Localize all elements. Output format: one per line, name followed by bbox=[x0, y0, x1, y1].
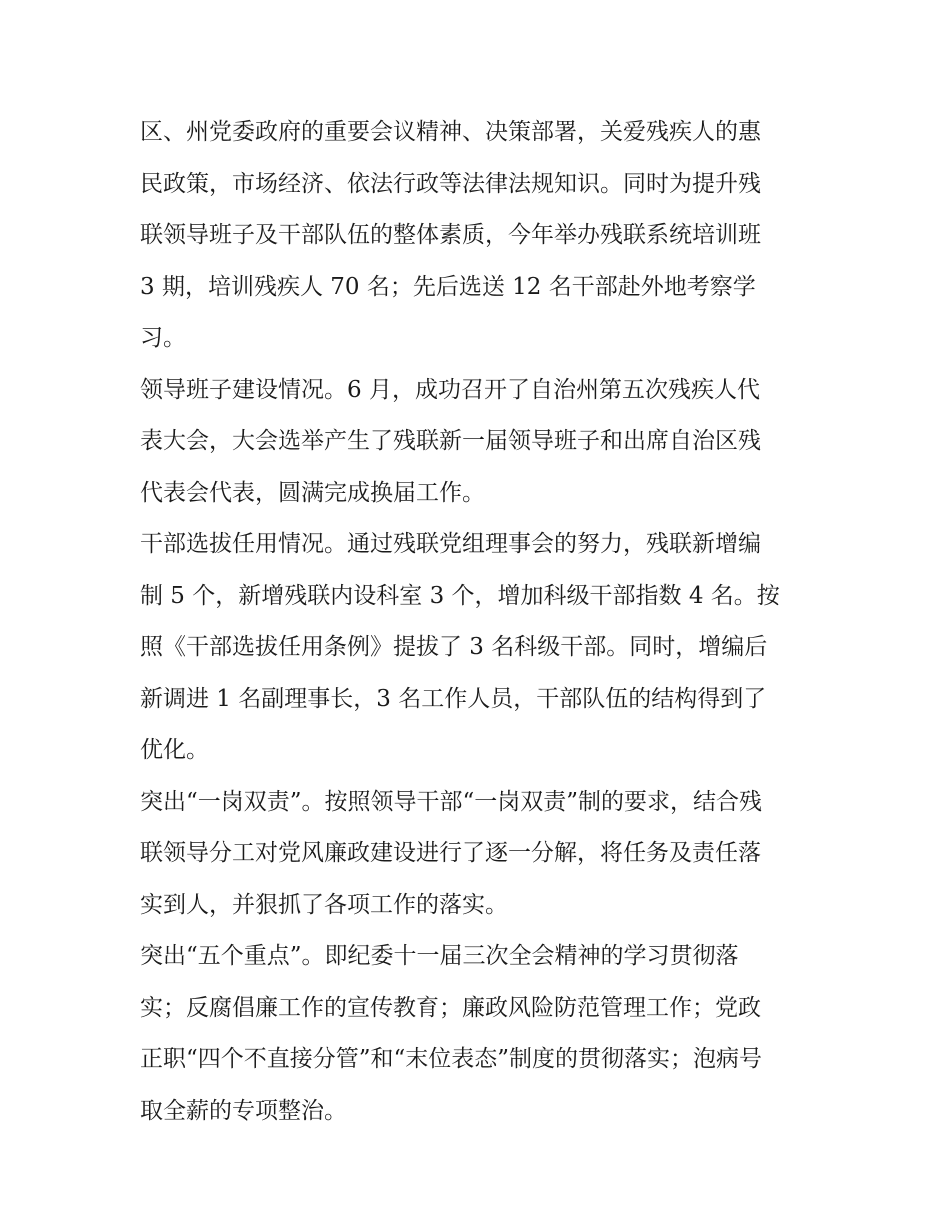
text-line: 习。 bbox=[140, 325, 186, 351]
text-line: 新调进 1 名副理事长，3 名工作人员，干部队伍的结构得到了 bbox=[140, 685, 767, 712]
text-line: 3 期，培训残疾人 70 名；先后选送 12 名干部赴外地考察学 bbox=[140, 273, 756, 300]
paragraph-training bbox=[140, 107, 820, 365]
paragraph-leadership bbox=[140, 365, 820, 520]
text-line: 干部选拔任用情况。通过残联党组理事会的努力，残联新增编 bbox=[140, 531, 761, 557]
text-line: 实到人，并狠抓了各项工作的落实。 bbox=[140, 891, 508, 918]
text-line: 表大会，大会选举产生了残联新一届领导班子和出席自治区残 bbox=[140, 428, 761, 454]
paragraph-five-key-points bbox=[140, 931, 820, 1137]
text-line: 实；反腐倡廉工作的宣传教育；廉政风险防范管理工作；党政 bbox=[140, 994, 761, 1021]
text-line: 照《干部选拔任用条例》提拔了 3 名科级干部。同时，增编后 bbox=[140, 634, 768, 660]
text-line: 联领导班子及干部队伍的整体素质，今年举办残联系统培训班 bbox=[140, 222, 761, 248]
text-line: 取全薪的专项整治。 bbox=[140, 1097, 347, 1124]
text-line: 制 5 个，新增残联内设科室 3 个，增加科级干部指数 4 名。按 bbox=[140, 582, 780, 609]
text-line: 突出“五个重点”。即纪委十一届三次全会精神的学习贯彻落 bbox=[140, 943, 739, 969]
text-line: 正职“四个不直接分管”和“末位表态”制度的贯彻落实；泡病号 bbox=[140, 1046, 763, 1072]
text-line: 突出“一岗双责”。按照领导干部“一岗双责”制的要求，结合残 bbox=[140, 788, 763, 815]
text-line: 代表会代表，圆满完成换届工作。 bbox=[140, 479, 485, 506]
document-body bbox=[140, 107, 820, 1137]
text-line: 领导班子建设情况。6 月，成功召开了自治州第五次残疾人代 bbox=[140, 376, 760, 403]
text-line: 民政策，市场经济、依法行政等法律法规知识。同时为提升残 bbox=[140, 170, 761, 197]
text-line: 区、州党委政府的重要会议精神、决策部署，关爱残疾人的惠 bbox=[140, 119, 761, 145]
text-line: 优化。 bbox=[140, 737, 209, 763]
text-line: 联领导分工对党风廉政建设进行了逐一分解，将任务及责任落 bbox=[140, 840, 761, 866]
paragraph-cadre-selection bbox=[140, 519, 820, 777]
paragraph-one-post-dual-duty bbox=[140, 777, 820, 932]
